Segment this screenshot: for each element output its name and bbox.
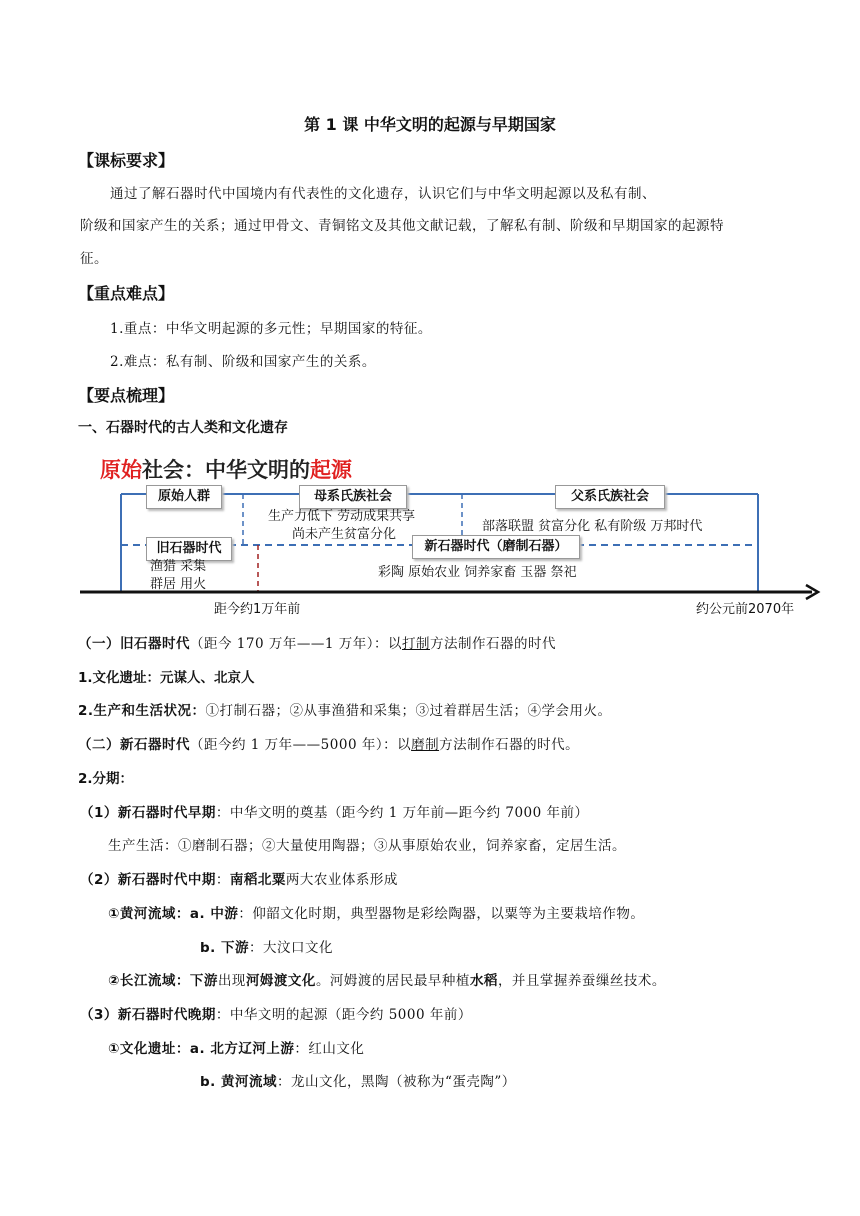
liao-river-label: ①文化遗址：a. 北方辽河上游 [108, 1041, 295, 1057]
section-outline-heading: 【要点梳理】 [78, 386, 175, 405]
yellow-river-middle-text: ：仰韶文化时期，典型器物是彩绘陶器，以粟等为主要栽培作物。 [238, 906, 645, 922]
liao-river-text: ：红山文化 [294, 1041, 365, 1057]
early-neolithic-text: ：中华文明的奠基（距今约 1 万年前—距今约 7000 年前） [215, 805, 589, 821]
matri-desc-2: 尚未产生贫富分化 [292, 527, 397, 542]
early-neolithic-line [80, 801, 589, 821]
yellow-river-lower-label: b. 下游 [200, 940, 249, 956]
box-matriarchal-society: 母系氏族社会 [299, 485, 407, 509]
box-neolithic: 新石器时代（磨制石器） [412, 535, 580, 559]
curriculum-text-line2: 阶级和国家产生的关系；通过甲骨文、青铜铭文及其他文献记载，了解私有制、阶级和早期国家的起源特 [80, 218, 724, 234]
section-key-points-heading: 【重点难点】 [78, 284, 175, 303]
neolithic-heading: （二）新石器时代 [78, 737, 190, 753]
paleolithic-desc-1: 渔猎 采集 [150, 559, 207, 574]
box-paleolithic: 旧石器时代 [146, 537, 232, 561]
key-point-2: 2.难点：私有制、阶级和国家产生的关系。 [110, 354, 376, 370]
yangtze-river-text1: 出现 [217, 973, 246, 989]
part-one-heading: 一、石器时代的古人类和文化遗存 [78, 420, 288, 436]
matri-desc-1: 生产力低下 劳动成果共享 [268, 509, 416, 524]
page-title: 第 1 课 中华文明的起源与早期国家 [304, 115, 556, 134]
production-life-line [78, 699, 612, 719]
early-neolithic-label: （1）新石器时代早期 [80, 805, 216, 821]
yellow-river-late-text: ：龙山文化，黑陶（被称为“蛋壳陶”） [277, 1074, 516, 1090]
periods-heading: 2.分期： [78, 771, 134, 787]
late-neolithic-line [80, 1003, 472, 1023]
yellow-river-lower-line [200, 936, 333, 956]
key-point-1: 1.重点：中华文明起源的多元性；早期国家的特征。 [110, 321, 432, 337]
late-neolithic-label: （3）新石器时代晚期 [80, 1007, 216, 1023]
axis-label-right: 约公元前2070年 [696, 602, 795, 617]
yellow-river-middle-label: ①黄河流域：a. 中游 [108, 906, 239, 922]
yellow-river-late-label: b. 黄河流域 [200, 1074, 277, 1090]
box-primitive-group: 原始人群 [146, 485, 222, 509]
production-life-text: ①打制石器；②从事渔猎和采集；③过着群居生活；④学会用火。 [205, 703, 612, 719]
yellow-river-middle-line [108, 902, 644, 922]
liao-river-line [108, 1037, 364, 1057]
yellow-river-lower-text: ：大汶口文化 [249, 940, 333, 956]
paleolithic-range: （距今 170 万年——1 万年）：以 [190, 636, 402, 652]
diagram-title-part1: 原始 [100, 458, 142, 482]
patri-desc: 部落联盟 贫富分化 私有阶级 万邦时代 [482, 519, 703, 534]
paleolithic-heading: （一）旧石器时代 [78, 636, 190, 652]
neolithic-range: （距今约 1 万年——5000 年）：以 [190, 737, 412, 753]
middle-neolithic-line [80, 868, 398, 888]
neolithic-method: 磨制 [411, 737, 440, 753]
production-life-label: 2.生产和生活状况： [78, 703, 206, 719]
curriculum-text-line3: 征。 [80, 251, 108, 267]
neolithic-heading-line [78, 733, 579, 753]
yangtze-river-text2: 。河姆渡的居民最早种植 [315, 973, 470, 989]
axis-label-left: 距今约1万年前 [214, 602, 301, 617]
section-curriculum-heading: 【课标要求】 [78, 151, 175, 170]
middle-neolithic-bold: 南稻北粟 [229, 872, 286, 888]
middle-neolithic-label: （2）新石器时代中期 [80, 872, 216, 888]
yellow-river-late-line [200, 1070, 516, 1090]
curriculum-text-line1: 通过了解石器时代中国境内有代表性的文化遗存，认识它们与中华文明起源以及私有制、 [110, 186, 656, 202]
neolithic-tail: 方法制作石器的时代。 [439, 737, 580, 753]
box-patriarchal-society: 父系氏族社会 [555, 485, 665, 509]
late-neolithic-text: ：中华文明的起源（距今约 5000 年前） [215, 1007, 472, 1023]
paleolithic-method: 打制 [401, 636, 430, 652]
yangtze-river-label: ②长江流域：下游 [108, 973, 218, 989]
diagram-title-part2: 社会：中华文明的 [142, 458, 310, 482]
middle-neolithic-text: 两大农业体系形成 [285, 872, 398, 888]
paleolithic-heading-line [78, 632, 556, 652]
rice-bold: 水稻 [469, 973, 498, 989]
hemudu-culture: 河姆渡文化 [245, 973, 316, 989]
middle-neolithic-colon: ： [215, 872, 230, 888]
early-neolithic-production: 生产生活：①磨制石器；②大量使用陶器；③从事原始农业，饲养家畜，定居生活。 [108, 838, 626, 854]
yangtze-river-text3: ，并且掌握养蚕缫丝技术。 [497, 973, 666, 989]
time-axis-arrow [806, 585, 818, 599]
yangtze-river-line [108, 969, 666, 989]
diagram-title-part3: 起源 [310, 458, 352, 482]
paleolithic-tail: 方法制作石器的时代 [429, 636, 556, 652]
diagram-title [100, 454, 352, 484]
paleolithic-desc-2: 群居 用火 [150, 577, 207, 592]
neolithic-desc: 彩陶 原始农业 饲养家畜 玉器 祭祀 [378, 565, 577, 580]
cultural-sites-line: 1.文化遗址：元谋人、北京人 [78, 670, 255, 686]
